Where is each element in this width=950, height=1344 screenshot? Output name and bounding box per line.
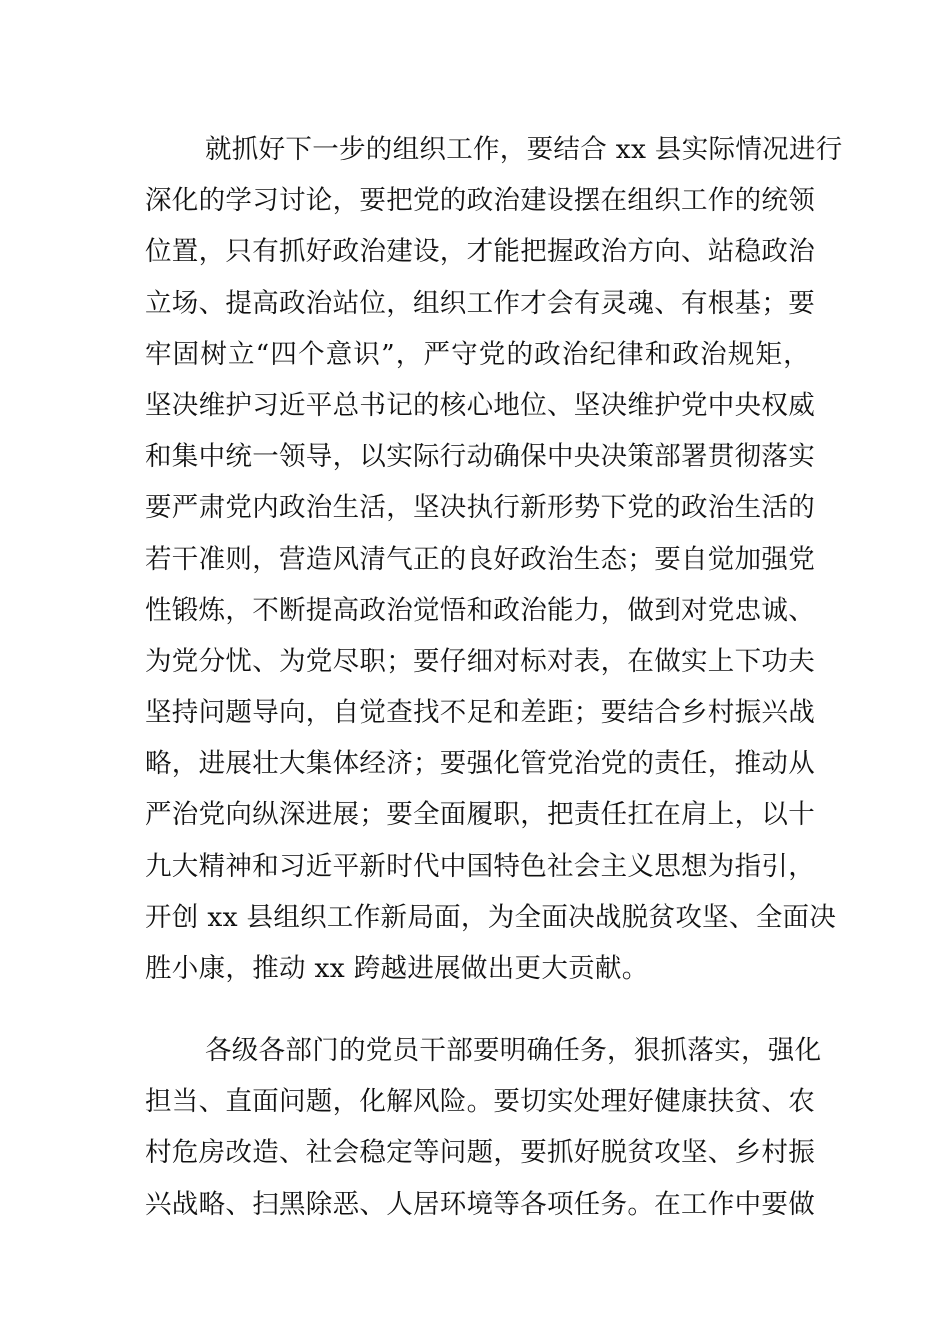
paragraph-organization-work (145, 124, 843, 994)
text-line: 村危房改造、社会稳定等问题，要抓好脱贫攻坚、乡村振 (145, 1137, 815, 1169)
text-line: 位置，只有抓好政治建设，才能把握政治方向、站稳政治 (145, 236, 815, 268)
text-line: 兴战略、扫黑除恶、人居环境等各项任务。在工作中要做 (145, 1188, 815, 1220)
text-line: 胜小康，推动 xx 跨越进展做出更大贡献。 (145, 953, 649, 984)
text-line: 牢固树立“四个意识”，严守党的政治纪律和政治规矩， (145, 338, 810, 370)
text-line: 性锻炼，不断提高政治觉悟和政治能力，做到对党忠诚、 (145, 594, 815, 626)
text-line: 坚持问题导向，自觉查找不足和差距；要结合乡村振兴战 (145, 697, 815, 729)
text-line: 略，进展壮大集体经济；要强化管党治党的责任，推动从 (145, 748, 815, 780)
text-line: 要严肃党内政治生活，坚决执行新形势下党的政治生活的 (145, 492, 815, 524)
text-line: 坚决维护习近平总书记的核心地位、坚决维护党中央权威 (145, 389, 815, 421)
text-line: 担当、直面问题，化解风险。要切实处理好健康扶贫、农 (145, 1086, 815, 1118)
text-line: 深化的学习讨论，要把党的政治建设摆在组织工作的统领 (145, 185, 815, 217)
text-line: 和集中统一领导，以实际行动确保中央决策部署贯彻落实 (145, 441, 815, 473)
text-line: 若干准则，营造风清气正的良好政治生态；要自觉加强党 (145, 543, 815, 575)
text-line: 九大精神和习近平新时代中国特色社会主义思想为指引， (145, 850, 815, 882)
paragraph-party-cadres (145, 1025, 822, 1230)
text-line: 为党分忧、为党尽职；要仔细对标对表，在做实上下功夫 (145, 645, 815, 677)
text-line: 各级各部门的党员干部要明确任务，狠抓落实，强化 (205, 1035, 822, 1066)
text-line: 严治党向纵深进展；要全面履职，把责任扛在肩上，以十 (145, 799, 815, 831)
text-line: 就抓好下一步的组织工作，要结合 xx 县实际情况进行 (205, 134, 843, 165)
text-line: 立场、提高政治站位，组织工作才会有灵魂、有根基；要 (145, 287, 815, 319)
text-line: 开创 xx 县组织工作新局面，为全面决战脱贫攻坚、全面决 (145, 901, 837, 933)
